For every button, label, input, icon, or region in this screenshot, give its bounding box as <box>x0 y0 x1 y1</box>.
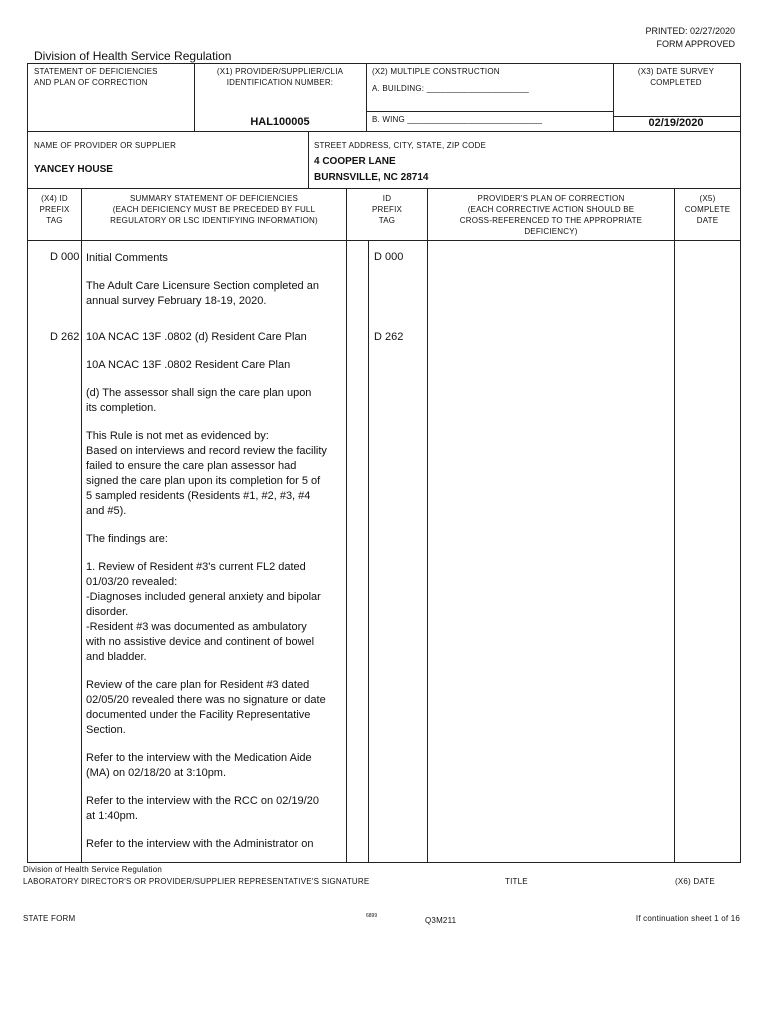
x2-label: (X2) MULTIPLE CONSTRUCTION <box>372 67 500 76</box>
entry-paragraph: Refer to the interview with the RCC on 02/19/20 at 1:40pm. <box>86 795 319 822</box>
x2-building: A. BUILDING: ______________________ <box>372 84 529 93</box>
summary-header: SUMMARY STATEMENT OF DEFICIENCIES (EACH DEFICIENCY MUST BE PRECEDED BY FULL REGULATORY OR LSC IDENTIFYING INFORMATION) <box>110 194 318 225</box>
signature-label: LABORATORY DIRECTOR'S OR PROVIDER/SUPPLIER REPRESENTATIVE'S SIGNATURE <box>23 877 370 886</box>
division-title: Division of Health Service Regulation <box>34 49 232 63</box>
entry-id-tag: D 262 <box>374 331 404 343</box>
x5-header: (X5) COMPLETE DATE <box>684 194 731 225</box>
entry-paragraph: The findings are: <box>86 533 168 545</box>
entry-paragraph: The Adult Care Licensure Section completed an annual survey February 18-19, 2020. <box>86 280 319 307</box>
provider-name: YANCEY HOUSE <box>34 164 113 175</box>
entry-paragraph: Review of the care plan for Resident #3 dated 02/05/20 revealed there was no signature or date documented under the Facility Representative Section. <box>86 679 326 736</box>
statement-label: STATEMENT OF DEFICIENCIES AND PLAN OF CORRECTION <box>34 67 158 87</box>
entry-paragraph: Refer to the interview with the Medication Aide (MA) on 02/18/20 at 3:10pm. <box>86 752 312 779</box>
entry-text <box>86 330 344 865</box>
printed-date: PRINTED: 02/27/2020 <box>645 26 735 36</box>
address-label: STREET ADDRESS, CITY, STATE, ZIP CODE <box>314 141 487 150</box>
form-number: 6899 <box>366 913 378 919</box>
entry-paragraph: Initial Comments <box>86 252 168 264</box>
form-approved: FORM APPROVED <box>656 39 735 49</box>
address-line2: BURNSVILLE, NC 28714 <box>314 172 429 183</box>
entry-tag: D 000 <box>50 251 80 263</box>
x1-label: (X1) PROVIDER/SUPPLIER/CLIA IDENTIFICATION NUMBER: <box>216 67 344 87</box>
x6-date-label: (X6) DATE <box>675 877 715 886</box>
plan-header: PROVIDER'S PLAN OF CORRECTION (EACH CORRECTIVE ACTION SHOULD BE CROSS-REFERENCED TO THE APPROPRIATE DEFICIENCY) <box>459 194 643 236</box>
provider-name-label: NAME OF PROVIDER OR SUPPLIER <box>34 141 177 150</box>
entry-paragraph: Refer to the interview with the Administrator on <box>86 838 314 850</box>
footer-division: Division of Health Service Regulation <box>23 865 163 874</box>
entry-paragraph: 1. Review of Resident #3's current FL2 dated 01/03/20 revealed: -Diagnoses included general anxiety and bipolar disorder. -Resident #3 was documented as ambulatory with no assistive device and continent of bowel and bladder. <box>86 561 321 663</box>
entry-paragraph: This Rule is not met as evidenced by: Based on interviews and record review the facility failed to ensure the care plan assessor had signed the care plan upon its completion for 5 of 5 sampled residents (Residents #1, #2, #3, #4 and #5). <box>86 430 327 517</box>
x1-value: HAL100005 <box>250 116 310 128</box>
entry-tag: D 262 <box>50 331 80 343</box>
state-form: STATE FORM <box>23 914 76 923</box>
x3-label: (X3) DATE SURVEY COMPLETED <box>637 67 715 87</box>
continuation-note: If continuation sheet 1 of 16 <box>635 914 740 923</box>
title-label: TITLE <box>505 877 528 886</box>
id-header: ID PREFIX TAG <box>371 194 403 225</box>
address-line1: 4 COOPER LANE <box>314 156 396 167</box>
entry-id-tag: D 000 <box>374 251 404 263</box>
entry-paragraph: 10A NCAC 13F .0802 Resident Care Plan <box>86 359 291 371</box>
form-code: Q3M211 <box>425 916 457 925</box>
entry-text <box>86 251 344 322</box>
x4-header: (X4) ID PREFIX TAG <box>39 194 70 225</box>
x3-value: 02/19/2020 <box>648 117 704 129</box>
x2-wing: B. WING _____________________________ <box>372 115 543 124</box>
entry-paragraph: (d) The assessor shall sign the care plan upon its completion. <box>86 387 312 414</box>
entry-paragraph: 10A NCAC 13F .0802 (d) Resident Care Plan <box>86 331 307 343</box>
